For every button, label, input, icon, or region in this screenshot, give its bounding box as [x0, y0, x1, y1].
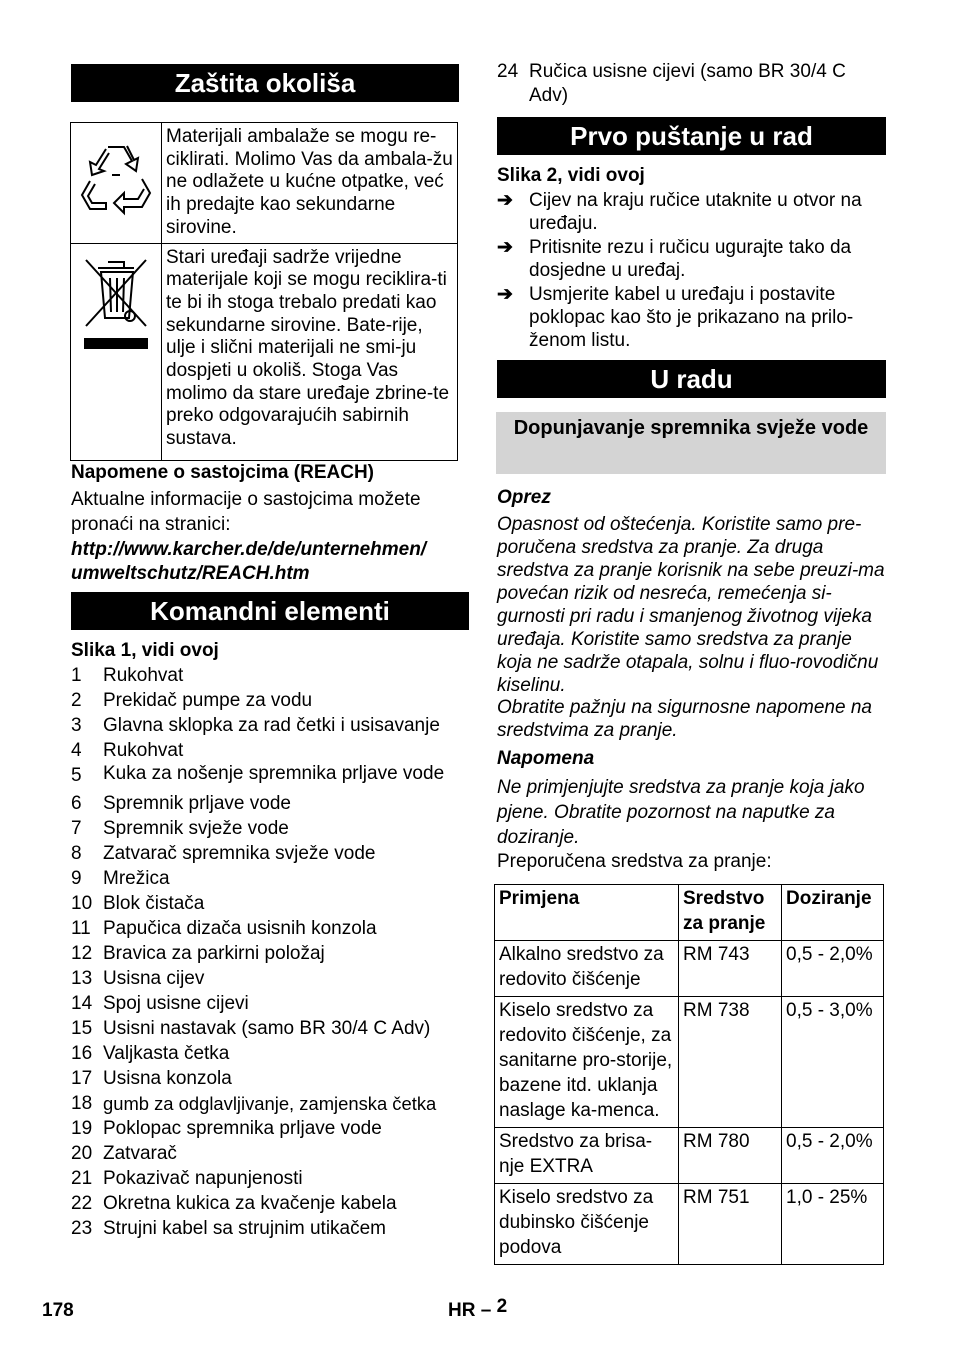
list-item-number: 13	[71, 968, 93, 989]
detergent-table	[494, 884, 884, 1265]
cell-dosage: 0,5 - 3,0%	[782, 997, 884, 1128]
cell-application: Kiselo sredstvo za dubinsko čišćenje podova	[495, 1184, 679, 1265]
list-item-number: 7	[71, 818, 82, 839]
list-item-number: 14	[71, 993, 93, 1014]
env-weee-text: Stari uređaji sadrže vrijedne materijale koji se mogu reciklira-ti te bi ih stoga trebalo predati kao sekundarne sirovine. Bate-rije, ulje i slični materijali ne smi-ju dospjeti u okoliš. Stoga Vas molimo da stare uređaje zbrine-te preko odgovarajućih sabirnih sustava.	[162, 243, 458, 460]
list-item	[71, 1141, 471, 1166]
caution-text-2: Obratite pažnju na sigurnosne napomene na sredstvima za pranje.	[497, 697, 872, 741]
step-item	[497, 189, 887, 235]
list-item-label: Spremnik svježe vode	[103, 818, 289, 839]
col-header-detergent: Sredstvo za pranje	[679, 885, 782, 941]
step-text: Cijev na kraju ručice utaknite u otvor na uređaju.	[529, 190, 862, 234]
reach-text: Aktualne informacije o sastojcima možete pronaći na stranici:	[71, 489, 421, 535]
env-row-recycle	[71, 123, 458, 244]
list-item-number: 3	[71, 715, 82, 736]
list-item-label: Rukohvat	[103, 665, 184, 686]
cell-dosage: 0,5 - 2,0%	[782, 1128, 884, 1184]
list-item-label: Rukohvat	[103, 740, 184, 761]
env-table	[70, 122, 458, 461]
list-item	[71, 866, 471, 891]
list-item-number: 1	[71, 665, 82, 686]
list-item-number: 22	[71, 1193, 93, 1214]
env-row-weee	[71, 243, 458, 460]
list-item	[71, 663, 471, 688]
refill-heading: Dopunjavanje spremnika svježe vode	[496, 412, 886, 474]
list-item-number: 17	[71, 1068, 93, 1089]
controls-section-title: Komandni elementi	[71, 592, 469, 630]
note-label: Napomena	[497, 748, 595, 769]
list-item-number: 4	[71, 740, 82, 761]
startup-steps	[497, 189, 887, 353]
list-item	[71, 688, 471, 713]
list-item	[71, 738, 471, 763]
list-item-number: 10	[71, 893, 93, 914]
reach-heading: Napomene o sastojcima (REACH)	[71, 462, 375, 483]
list-item	[71, 713, 471, 738]
list-item-label: Glavna sklopka za rad četki i usisavanje	[103, 715, 440, 736]
controls-list-continued	[497, 60, 887, 108]
env-recycle-text: Materijali ambalaže se mogu re-ciklirati. Molimo Vas da ambala-žu ne odlažete u kućne otpatke, već ih predajte kao sekundarne sirovine.	[162, 123, 458, 244]
list-item-label: Usisni nastavak (samo BR 30/4 C Adv)	[103, 1018, 431, 1039]
footer-lang	[448, 1296, 508, 1322]
list-item	[71, 966, 471, 991]
list-item-label: Prekidač pumpe za vodu	[103, 690, 313, 711]
operation-section-title: U radu	[497, 360, 886, 398]
reach-url-line1[interactable]: http://www.karcher.de/de/unternehmen/	[71, 539, 427, 560]
crossed-bin-icon	[78, 252, 154, 352]
arrow-bullet-icon: ➔	[497, 237, 513, 258]
list-item-number: 19	[71, 1118, 93, 1139]
table-row	[495, 1128, 884, 1184]
list-item-label: Pokazivač napunjenosti	[103, 1168, 303, 1189]
cell-detergent: RM 780	[679, 1128, 782, 1184]
footer-lang-code: HR	[448, 1300, 476, 1321]
list-item-number: 24	[497, 61, 519, 82]
step-item	[497, 283, 887, 352]
list-item-label: Poklopac spremnika prljave vode	[103, 1118, 382, 1139]
cell-detergent: RM 738	[679, 997, 782, 1128]
list-item-number: 12	[71, 943, 93, 964]
step-text: Pritisnite rezu i ručicu ugurajte tako da dosjedne u uređaj.	[529, 237, 852, 281]
figure-ref-1: Slika 1, vidi ovoj	[71, 640, 219, 661]
cell-detergent: RM 743	[679, 941, 782, 997]
list-item	[71, 1116, 471, 1141]
cell-application: Alkalno sredstvo za redovito čišćenje	[495, 941, 679, 997]
recommended-label: Preporučena sredstva za pranje:	[497, 851, 772, 872]
list-item-label: Zatvarač spremnika svježe vode	[103, 843, 376, 864]
note-text: Ne primjenjujte sredstva za pranje koja jako pjene. Obratite pozornost na naputke za doziranje.	[497, 777, 865, 848]
step-text: Usmjerite kabel u uređaju i postavite poklopac kao što je prikazano na prilo-ženom listu.	[529, 284, 854, 351]
list-item	[71, 1066, 471, 1091]
list-item-label: Usisna konzola	[103, 1068, 232, 1089]
cell-application: Kiselo sredstvo za redovito čišćenje, za sanitarne pro-storije, bazene itd. uklanja naslage ka-menca.	[495, 997, 679, 1128]
list-item	[71, 791, 471, 816]
list-item-label: Papučica dizača usisnih konzola	[103, 918, 377, 939]
figure-ref-2: Slika 2, vidi ovoj	[497, 165, 645, 186]
list-item-label: Spremnik prljave vode	[103, 793, 291, 814]
cell-dosage: 1,0 - 25%	[782, 1184, 884, 1265]
cell-detergent: RM 751	[679, 1184, 782, 1265]
list-item-number: 5	[71, 765, 82, 786]
list-item-number: 20	[71, 1143, 93, 1164]
table-header-row	[495, 885, 884, 941]
caution-text: Opasnost od oštećenja. Koristite samo pre-poručena sredstva za pranje. Za druga sredstva za pranje korisnik na sebe preuzi-ma povećan rizik od nesreća, remećenja si-gurnosti pri radu i smanjenog životnog vijeka uređaja. Koristite samo sredstva za pranje koja ne sadrže otapala, solnu i fluo-rovodičnu kiselinu.	[497, 514, 885, 696]
arrow-bullet-icon: ➔	[497, 190, 513, 211]
list-item-number: 15	[71, 1018, 93, 1039]
list-item-label: Zatvarač	[103, 1143, 177, 1164]
list-item-label: Kuka za nošenje spremnika prljave vode	[103, 763, 445, 784]
cell-application: Sredstvo za brisa-nje EXTRA	[495, 1128, 679, 1184]
list-item-label: Mrežica	[103, 868, 170, 889]
cell-dosage: 0,5 - 2,0%	[782, 941, 884, 997]
list-item	[71, 1216, 471, 1241]
list-item-number: 11	[71, 918, 91, 939]
list-item-number: 18	[71, 1093, 93, 1114]
arrow-bullet-icon: ➔	[497, 284, 513, 305]
reach-url-line2[interactable]: umweltschutz/REACH.htm	[71, 563, 310, 584]
list-item	[497, 60, 887, 108]
startup-section-title: Prvo puštanje u rad	[497, 117, 886, 155]
list-item	[71, 941, 471, 966]
page-number: 178	[42, 1300, 74, 1321]
list-item-label: Okretna kukica za kvačenje kabela	[103, 1193, 397, 1214]
list-item-number: 21	[71, 1168, 93, 1189]
list-item	[71, 763, 471, 788]
col-header-application: Primjena	[495, 885, 679, 941]
list-item	[71, 816, 471, 841]
step-item	[497, 236, 887, 282]
list-item-number: 6	[71, 793, 82, 814]
list-item-label: gumb za odglavljivanje, zamjenska četka	[103, 1093, 437, 1114]
list-item-number: 9	[71, 868, 82, 889]
table-row	[495, 941, 884, 997]
list-item-label: Spoj usisne cijevi	[103, 993, 249, 1014]
list-item-number: 16	[71, 1043, 93, 1064]
footer-dash: –	[480, 1300, 492, 1321]
env-section-title: Zaštita okoliša	[71, 64, 459, 102]
list-item	[71, 916, 471, 941]
list-item	[71, 1041, 471, 1066]
caution-label: Oprez	[497, 487, 551, 508]
table-row	[495, 1184, 884, 1265]
controls-list	[71, 663, 471, 1241]
list-item-label: Bravica za parkirni položaj	[103, 943, 325, 964]
list-item	[71, 1016, 471, 1041]
table-row	[495, 997, 884, 1128]
footer-lang-page: 2	[496, 1296, 508, 1317]
list-item-label: Strujni kabel sa strujnim utikačem	[103, 1218, 386, 1239]
list-item-label: Blok čistača	[103, 893, 205, 914]
list-item-number: 23	[71, 1218, 93, 1239]
list-item	[71, 841, 471, 866]
recycling-icon	[78, 139, 154, 219]
list-item-label: Usisna cijev	[103, 968, 205, 989]
list-item	[71, 991, 471, 1016]
list-item-number: 2	[71, 690, 82, 711]
list-item-label: Ručica usisne cijevi (samo BR 30/4 C Adv)	[529, 61, 846, 106]
list-item-label: Valjkasta četka	[103, 1043, 230, 1064]
list-item	[71, 1166, 471, 1191]
col-header-dosage: Doziranje	[782, 885, 884, 941]
list-item-number: 8	[71, 843, 82, 864]
list-item	[71, 1191, 471, 1216]
list-item	[71, 1091, 471, 1116]
list-item	[71, 891, 471, 916]
